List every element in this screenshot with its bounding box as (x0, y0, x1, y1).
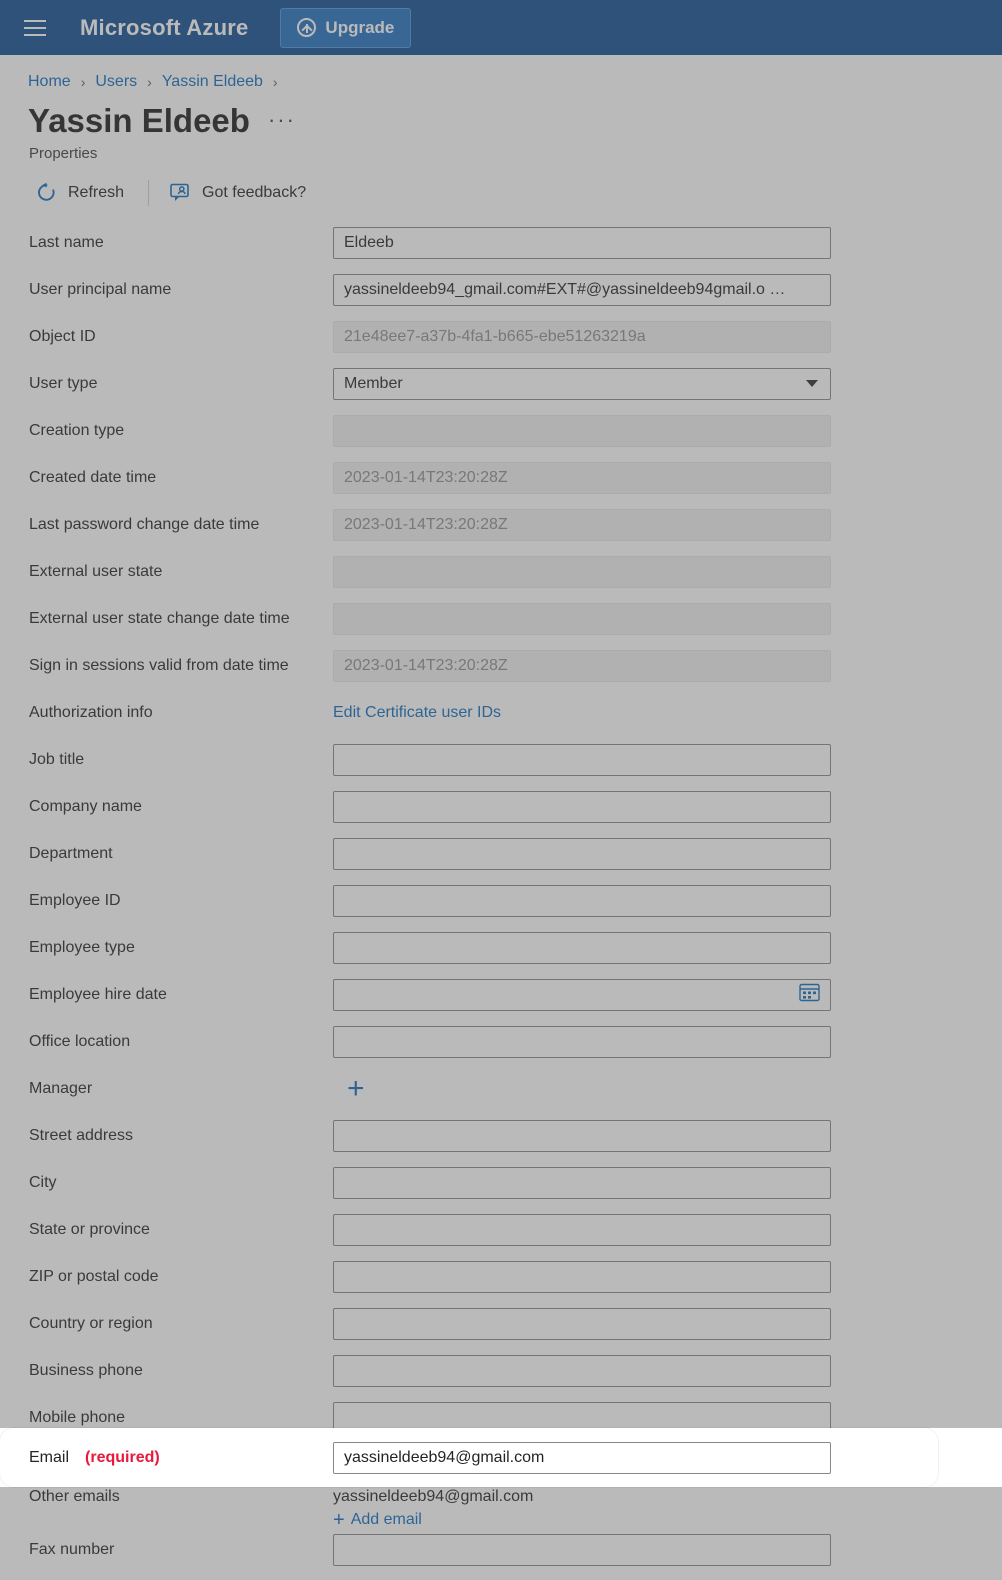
add-email-button[interactable] (333, 1510, 533, 1530)
calendar-icon[interactable] (799, 982, 820, 1007)
field-label: Job title (29, 750, 85, 768)
form-row (0, 783, 1002, 830)
form-row (0, 1488, 1002, 1532)
last-password-change-input (333, 509, 831, 541)
form-row (0, 360, 1002, 407)
form-row (0, 1347, 1002, 1394)
upgrade-arrow-icon (297, 18, 316, 37)
external-user-state-input (333, 556, 831, 588)
field-label: External user state (29, 562, 163, 580)
field-value: Eldeeb (344, 233, 394, 251)
field-value: 2023-01-14T23:20:28Z (344, 656, 508, 674)
field-label: Other emails (29, 1488, 120, 1506)
top-navigation-bar (0, 0, 1002, 55)
breadcrumb-item-home[interactable]: Home (28, 73, 71, 90)
got-feedback-button[interactable] (161, 176, 318, 209)
upgrade-button-label: Upgrade (325, 17, 395, 37)
email-row-spotlight (0, 1428, 938, 1487)
form-row (0, 219, 1002, 266)
field-label: Department (29, 844, 113, 862)
field-value: 21e48ee7-a37b-4fa1-b665-ebe51263219a (344, 327, 646, 345)
field-label: Business phone (29, 1361, 143, 1379)
field-label: Employee ID (29, 891, 121, 909)
form-row (0, 830, 1002, 877)
form-row (0, 689, 1002, 736)
field-label: Object ID (29, 327, 96, 345)
plus-icon: + (333, 1509, 345, 1532)
edit-certificate-user-ids-link[interactable]: Edit Certificate user IDs (333, 703, 502, 721)
form-row (0, 1206, 1002, 1253)
email-input[interactable] (333, 1442, 831, 1474)
creation-type-input (333, 415, 831, 447)
breadcrumb-item-users[interactable]: Users (95, 73, 138, 90)
field-label: State or province (29, 1220, 150, 1238)
created-date-time-input (333, 462, 831, 494)
chevron-down-icon (806, 380, 818, 387)
page-subtitle: Properties (29, 145, 98, 163)
form-row (0, 595, 1002, 642)
form-row (0, 1253, 1002, 1300)
country-or-region-input[interactable] (333, 1308, 831, 1340)
form-row (0, 454, 1002, 501)
other-emails-value: yassineldeeb94@gmail.com (333, 1488, 534, 1506)
field-label: Country or region (29, 1314, 153, 1332)
state-or-province-input[interactable] (333, 1214, 831, 1246)
company-name-input[interactable] (333, 791, 831, 823)
more-options-button[interactable]: ··· (267, 107, 296, 133)
field-label: Authorization info (29, 703, 153, 721)
form-row (0, 924, 1002, 971)
form-row (0, 877, 1002, 924)
employee-hire-date-input[interactable] (333, 979, 831, 1011)
form-row (0, 1112, 1002, 1159)
form-row (0, 1065, 1002, 1112)
business-phone-input[interactable] (333, 1355, 831, 1387)
field-label: External user state change date time (29, 609, 290, 627)
field-label: Office location (29, 1032, 131, 1050)
email-label: Email (29, 1448, 70, 1466)
email-label-group (29, 1449, 333, 1467)
refresh-label: Refresh (68, 183, 125, 201)
fax-number-input[interactable] (333, 1534, 831, 1566)
external-user-state-change-input (333, 603, 831, 635)
breadcrumb (0, 55, 1002, 91)
street-address-input[interactable] (333, 1120, 831, 1152)
add-manager-button[interactable]: + (347, 1071, 365, 1105)
form-row (0, 501, 1002, 548)
object-id-input (333, 321, 831, 353)
field-label: Street address (29, 1126, 134, 1144)
sign-in-sessions-valid-from-input (333, 650, 831, 682)
upgrade-button[interactable] (280, 8, 411, 48)
page-header (0, 91, 1002, 139)
feedback-icon (169, 182, 191, 203)
feedback-label: Got feedback? (202, 183, 307, 201)
form-row (0, 548, 1002, 595)
form-row (0, 736, 1002, 783)
job-title-input[interactable] (333, 744, 831, 776)
field-label: ZIP or postal code (29, 1267, 159, 1285)
command-bar (0, 162, 1002, 219)
field-label: City (29, 1173, 57, 1191)
required-badge: (required) (85, 1448, 160, 1466)
user-principal-name-input[interactable] (333, 274, 831, 306)
form-row (0, 971, 1002, 1018)
form-row (0, 1018, 1002, 1065)
field-label: Last name (29, 233, 104, 251)
form-row (0, 1159, 1002, 1206)
form-row (0, 313, 1002, 360)
last-name-input[interactable] (333, 227, 831, 259)
chevron-right-icon: › (147, 74, 152, 90)
refresh-button[interactable] (28, 176, 136, 209)
department-input[interactable] (333, 838, 831, 870)
field-label: Creation type (29, 421, 125, 439)
field-label: Manager (29, 1079, 93, 1097)
email-value: yassineldeeb94@gmail.com (344, 1448, 545, 1466)
office-location-input[interactable] (333, 1026, 831, 1058)
form-row (0, 266, 1002, 313)
field-value: 2023-01-14T23:20:28Z (344, 468, 508, 486)
hamburger-icon[interactable] (18, 11, 52, 45)
add-email-label: Add email (350, 1511, 422, 1529)
form-row (0, 407, 1002, 454)
field-label: Created date time (29, 468, 157, 486)
city-input[interactable] (333, 1167, 831, 1199)
brand-title: Microsoft Azure (80, 14, 249, 40)
chevron-right-icon: › (272, 74, 278, 90)
employee-type-input[interactable] (333, 932, 831, 964)
field-value: 2023-01-14T23:20:28Z (344, 515, 508, 533)
field-label: Sign in sessions valid from date time (29, 656, 289, 674)
page-title: Yassin Eldeeb (28, 102, 250, 139)
properties-form (0, 219, 1002, 1572)
field-label: Mobile phone (29, 1408, 126, 1426)
form-row (0, 642, 1002, 689)
field-value: Member (344, 374, 403, 392)
refresh-icon (36, 182, 57, 203)
field-label: User principal name (29, 280, 172, 298)
field-label: Last password change date time (29, 515, 260, 533)
field-label: Company name (29, 797, 142, 815)
breadcrumb-item-user[interactable]: Yassin Eldeeb (161, 73, 263, 90)
field-label: Employee hire date (29, 985, 167, 1003)
form-row (0, 1300, 1002, 1347)
field-label: Employee type (29, 938, 135, 956)
field-value: yassineldeeb94_gmail.com#EXT#@yassineldeeb94gmail.o … (344, 280, 786, 298)
field-label: Fax number (29, 1541, 115, 1559)
user-type-select[interactable] (333, 368, 831, 400)
zip-postal-code-input[interactable] (333, 1261, 831, 1293)
employee-id-input[interactable] (333, 885, 831, 917)
field-label: User type (29, 374, 98, 392)
chevron-right-icon: › (80, 74, 86, 90)
command-divider (148, 180, 149, 206)
form-row (0, 1528, 1002, 1572)
